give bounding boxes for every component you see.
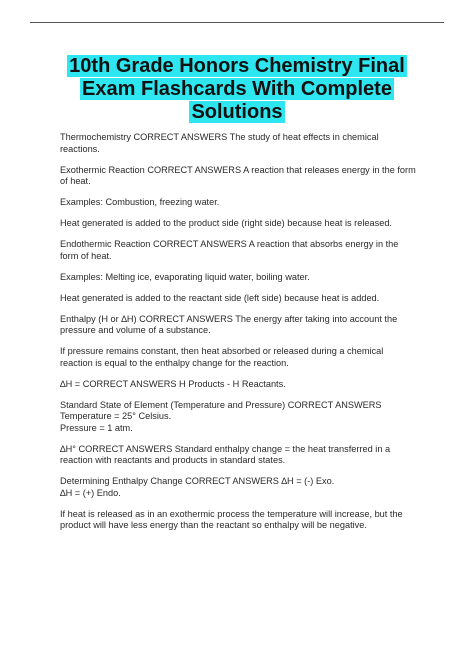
paragraph-line: Pressure = 1 atm. xyxy=(60,422,133,433)
paragraph-line: Examples: Melting ice, evaporating liquid water, boiling water. xyxy=(60,271,310,282)
top-divider xyxy=(30,22,444,23)
paragraph-line: Determining Enthalpy Change CORRECT ANSWERS ∆H = (-) Exo. xyxy=(60,476,335,486)
paragraph-line: If pressure remains constant, then heat absorbed or released during a chemical xyxy=(60,346,384,356)
paragraph-line: If heat is released as in an exothermic process the temperature will increase, but the xyxy=(60,508,403,519)
paragraph-line: ∆H = (+) Endo. xyxy=(60,487,121,498)
paragraph-line: reaction with reactants and products in standard states. xyxy=(60,455,286,465)
paragraph-line: Standard State of Element (Temperature and Pressure) CORRECT ANSWERS xyxy=(60,399,382,410)
paragraph-line: of heat. xyxy=(60,176,91,186)
title-line-2: Exam Flashcards With Complete xyxy=(82,78,392,100)
paragraph-line: form of heat. xyxy=(60,250,112,261)
document-body xyxy=(60,132,420,541)
paragraph xyxy=(60,239,420,262)
paragraph-line: ∆H = CORRECT ANSWERS H Products - H Reactants. xyxy=(60,378,286,389)
paragraph-line: reaction is equal to the enthalpy change for the reaction. xyxy=(60,357,289,368)
title-line-3: Solutions xyxy=(191,101,283,123)
paragraph-line: Temperature = 25° Celsius. xyxy=(60,411,172,421)
paragraph xyxy=(60,272,420,284)
paragraph xyxy=(60,197,420,209)
paragraph xyxy=(60,218,420,230)
paragraph xyxy=(60,400,420,435)
paragraph xyxy=(60,314,420,337)
paragraph xyxy=(60,165,420,188)
paragraph xyxy=(60,509,420,532)
paragraph xyxy=(60,379,420,391)
paragraph-line: Exothermic Reaction CORRECT ANSWERS A reaction that releases energy in the form xyxy=(60,164,416,175)
paragraph-line: Examples: Combustion, freezing water. xyxy=(60,197,220,207)
paragraph-line: Thermochemistry CORRECT ANSWERS The study of heat effects in chemical xyxy=(60,132,379,142)
paragraph-line: Heat generated is added to the reactant side (left side) because heat is added. xyxy=(60,292,380,303)
paragraph xyxy=(60,346,420,369)
paragraph-line: Endothermic Reaction CORRECT ANSWERS A reaction that absorbs energy in the xyxy=(60,239,399,249)
paragraph-line: ∆H° CORRECT ANSWERS Standard enthalpy change = the heat transferred in a xyxy=(60,443,391,454)
document-title xyxy=(60,55,414,124)
paragraph xyxy=(60,444,420,467)
paragraph xyxy=(60,476,420,499)
paragraph-line: product will have less energy than the reactant so enthalpy will be negative. xyxy=(60,520,367,530)
paragraph xyxy=(60,132,420,155)
paragraph-line: Heat generated is added to the product side (right side) because heat is released. xyxy=(60,218,392,228)
paragraph-line: pressure and volume of a substance. xyxy=(60,325,211,335)
paragraph-line: reactions. xyxy=(60,143,100,154)
paragraph-line: Enthalpy (H or ∆H) CORRECT ANSWERS The energy after taking into account the xyxy=(60,313,398,324)
paragraph xyxy=(60,293,420,305)
title-line-1: 10th Grade Honors Chemistry Final xyxy=(69,55,405,77)
